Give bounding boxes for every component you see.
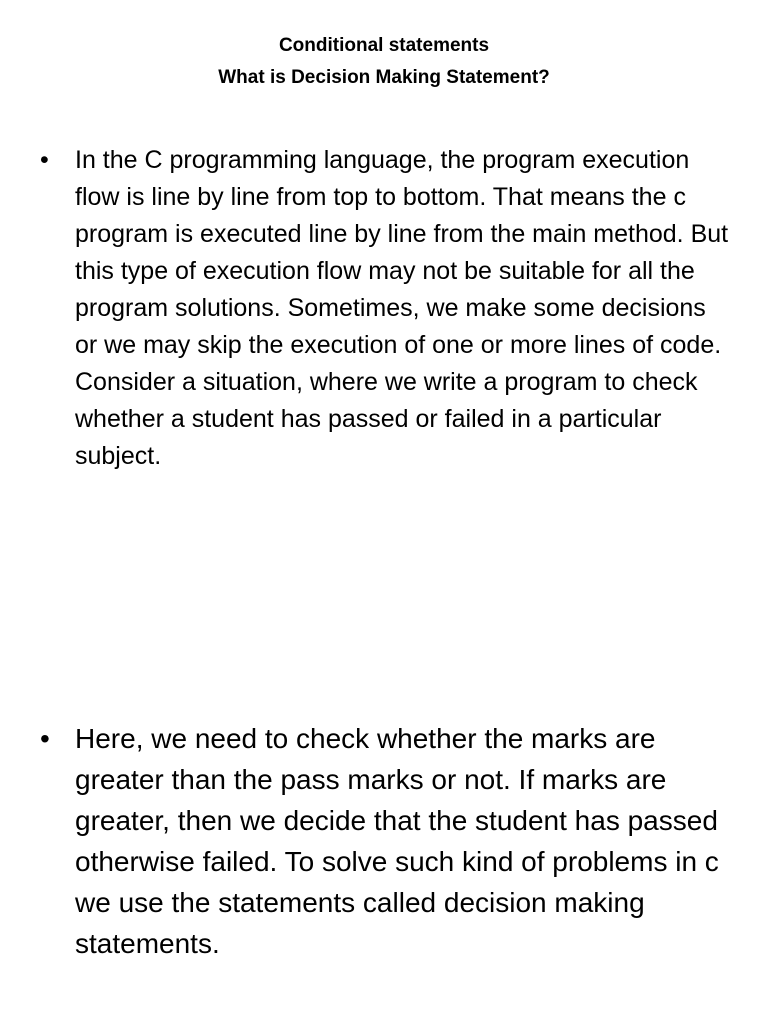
bullet-text: Here, we need to check whether the marks are greater than the pass marks or not. If marks are greater, then we decide that the student has passed otherwise failed. To solve such kind of problems in c we use the statements called decision making statements. bbox=[75, 723, 719, 959]
title-block bbox=[0, 30, 768, 94]
bullet-marker: • bbox=[40, 146, 49, 174]
list-item bbox=[40, 142, 730, 475]
bullet-text: In the C programming language, the program execution flow is line by line from top to bottom. That means the c program is executed line by line from the main method. But this type of execution flow may not be suitable for all the program solutions. Sometimes, we make some decisions or we may skip the execution of one or more lines of code. Consider a situation, where we write a program to check whether a student has passed or failed in a particular subject. bbox=[75, 146, 729, 470]
page-title: Conditional statements bbox=[278, 35, 490, 56]
bullet-list-first bbox=[40, 142, 730, 475]
bullet-list-second bbox=[40, 718, 730, 964]
bullet-marker: • bbox=[40, 723, 50, 754]
page-subtitle: What is Decision Making Statement? bbox=[218, 67, 550, 88]
list-item bbox=[40, 718, 730, 964]
